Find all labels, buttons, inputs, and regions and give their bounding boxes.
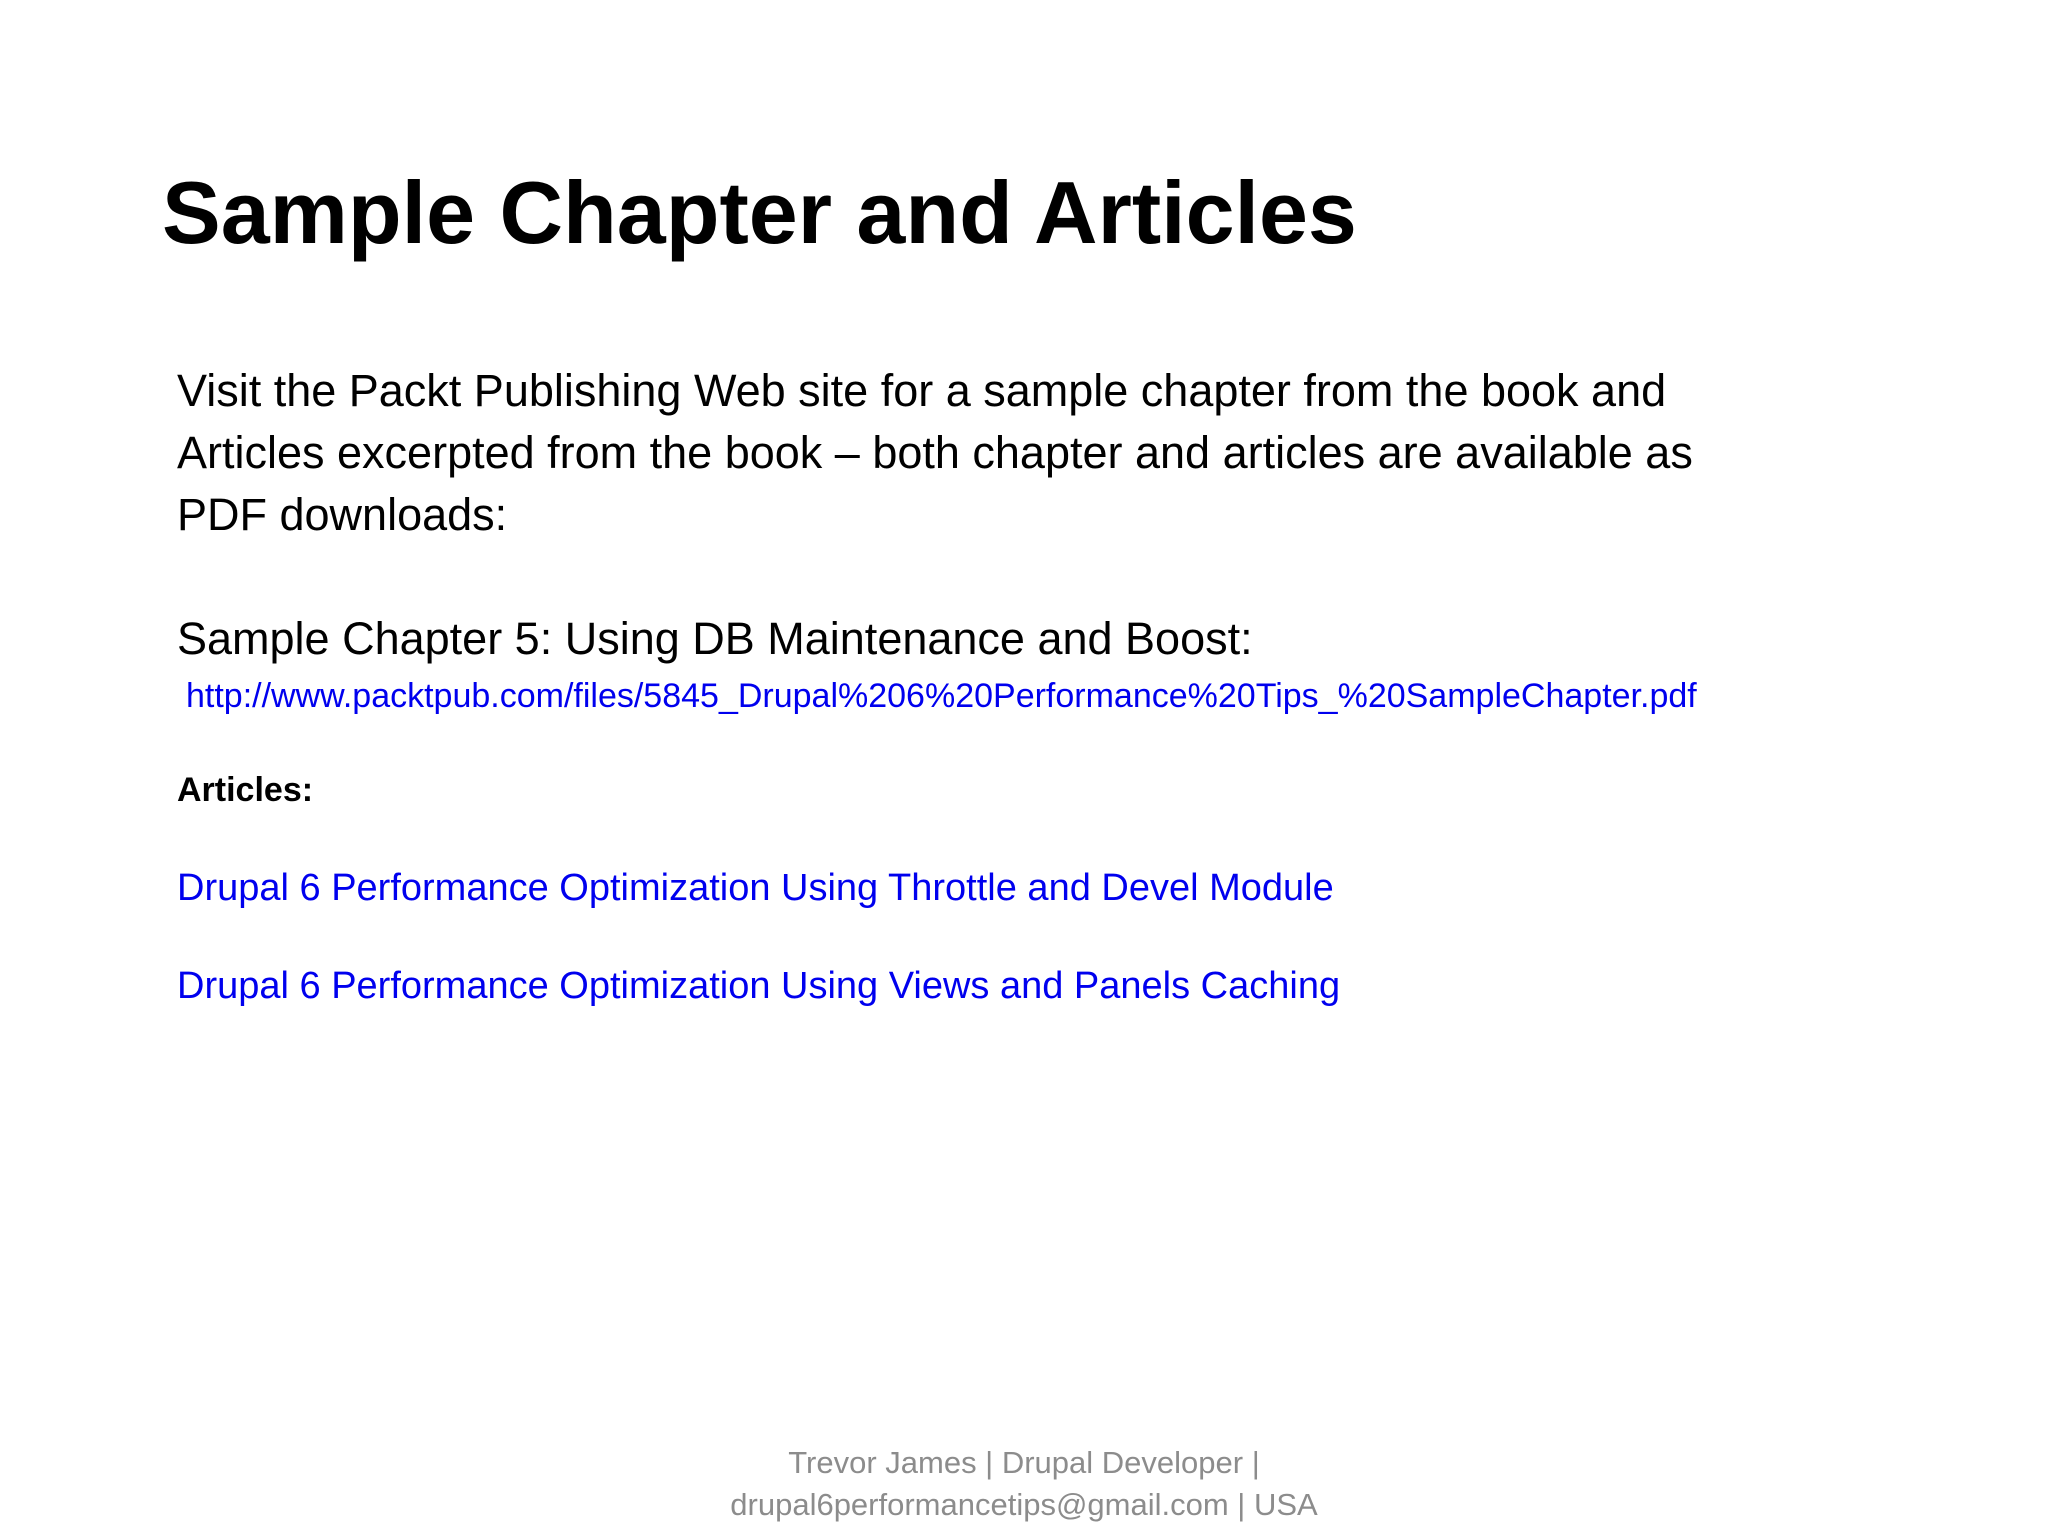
intro-line: Visit the Packt Publishing Web site for a sample chapter from the book and bbox=[177, 365, 1667, 416]
footer-author: Trevor James | Drupal Developer | bbox=[788, 1445, 1260, 1480]
article-link-views-panels[interactable]: Drupal 6 Performance Optimization Using Views and Panels Caching bbox=[177, 965, 1341, 1007]
slide-title: Sample Chapter and Articles bbox=[162, 163, 1357, 262]
footer bbox=[0, 1442, 2048, 1526]
sample-chapter-label: Sample Chapter 5: Using DB Maintenance and Boost: bbox=[177, 613, 1253, 664]
footer-contact: drupal6performancetips@gmail.com | USA bbox=[730, 1487, 1318, 1522]
intro-line: PDF downloads: bbox=[177, 489, 508, 540]
intro-paragraph bbox=[177, 360, 1877, 546]
intro-line: Articles excerpted from the book – both chapter and articles are available as bbox=[177, 427, 1693, 478]
sample-chapter-link[interactable]: http://www.packtpub.com/files/5845_Drupal%206%20Performance%20Tips_%20SampleChapter.pdf bbox=[186, 677, 1697, 715]
article-link-throttle-devel[interactable]: Drupal 6 Performance Optimization Using Throttle and Devel Module bbox=[177, 867, 1334, 909]
articles-heading: Articles: bbox=[177, 771, 314, 809]
